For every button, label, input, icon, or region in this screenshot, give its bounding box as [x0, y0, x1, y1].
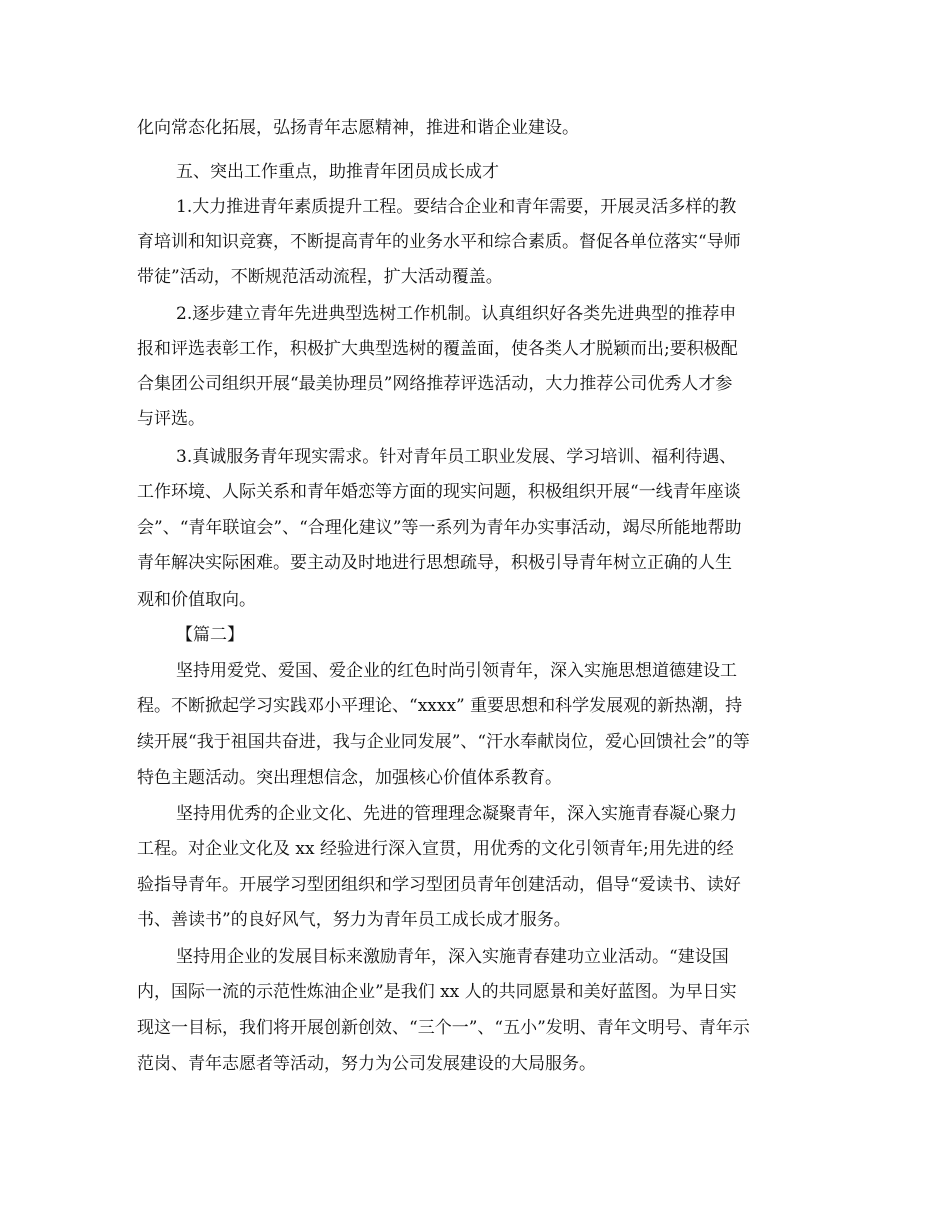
para-item-3-line-2: 工作环境、人际关系和青年婚恋等方面的现实问题，积极组织开展“一线青年座谈: [137, 482, 741, 502]
para-item-2-line-1: 2.逐步建立青年先进典型选树工作机制。认真组织好各类先进典型的推荐申: [176, 304, 737, 324]
para-item-2-line-3: 合集团公司组织开展“最美协理员”网络推荐评选活动，大力推荐公司优秀人才参: [137, 374, 733, 394]
para-part2-3-line-2: 内，国际一流的示范性炼油企业”是我们 xx 人的共同愿景和美好蓝图。为早日实: [137, 982, 737, 1002]
para-item-3-line-5: 观和价值取向。: [137, 590, 256, 610]
para-part2-3-line-4: 范岗、青年志愿者等活动，努力为公司发展建设的大局服务。: [137, 1054, 596, 1074]
para-part2-2-line-2: 工程。对企业文化及 xx 经验进行深入宣贯，用优秀的文化引领青年;用先进的经: [137, 839, 734, 859]
para-part2-2-line-4: 书、善读书”的良好风气，努力为青年员工成长成才服务。: [137, 910, 571, 930]
para-part2-2-line-1: 坚持用优秀的企业文化、先进的管理理念凝聚青年，深入实施青春凝心聚力: [176, 804, 737, 824]
para-item-3-line-3: 会”、“青年联谊会”、“合理化建议”等一系列为青年办实事活动，竭尽所能地帮助: [137, 518, 742, 538]
para-cont-caring-line-1: 化向常态化拓展，弘扬青年志愿精神，推进和谐企业建设。: [137, 118, 579, 138]
para-item-1-line-3: 带徒”活动，不断规范活动流程，扩大活动覆盖。: [137, 267, 503, 287]
para-item-2-line-4: 与评选。: [137, 409, 205, 429]
section-heading-part2: 【篇二】: [176, 625, 244, 645]
section-heading-5: 五、突出工作重点，助推青年团员成长成才: [176, 162, 499, 182]
para-item-3-line-1: 3.真诚服务青年现实需求。针对青年员工职业发展、学习培训、福利待遇、: [176, 447, 737, 467]
para-item-1-line-2: 育培训和知识竞赛，不断提高青年的业务水平和综合素质。督促各单位落实“导师: [137, 232, 741, 252]
para-item-1-line-1: 1.大力推进青年素质提升工程。要结合企业和青年需要，开展灵活多样的教: [176, 197, 737, 217]
para-part2-1-line-4: 特色主题活动。突出理想信念，加强核心价值体系教育。: [137, 768, 562, 788]
para-part2-1-line-2: 程。不断掀起学习实践邓小平理论、“xxxx” 重要思想和科学发展观的新热潮，持: [137, 696, 743, 716]
para-item-2-line-2: 报和评选表彰工作，积极扩大典型选树的覆盖面，使各类人才脱颖而出;要积极配: [137, 339, 738, 359]
para-item-3-line-4: 青年解决实际困难。要主动及时地进行思想疏导，积极引导青年树立正确的人生: [137, 553, 732, 573]
para-part2-3-line-3: 现这一目标，我们将开展创新创效、“三个一”、“五小”发明、青年文明号、青年示: [137, 1018, 750, 1038]
para-part2-1-line-1: 坚持用爱党、爱国、爱企业的红色时尚引领青年，深入实施思想道德建设工: [176, 661, 737, 681]
para-part2-1-line-3: 续开展“我于祖国共奋进，我与企业同发展”、“汗水奉献岗位，爱心回馈社会”的等: [137, 732, 750, 752]
para-part2-3-line-1: 坚持用企业的发展目标来激励青年，深入实施青春建功立业活动。“建设国: [176, 947, 729, 967]
para-part2-2-line-3: 验指导青年。开展学习型团组织和学习型团员青年创建活动，倡导“爱读书、读好: [137, 875, 741, 895]
